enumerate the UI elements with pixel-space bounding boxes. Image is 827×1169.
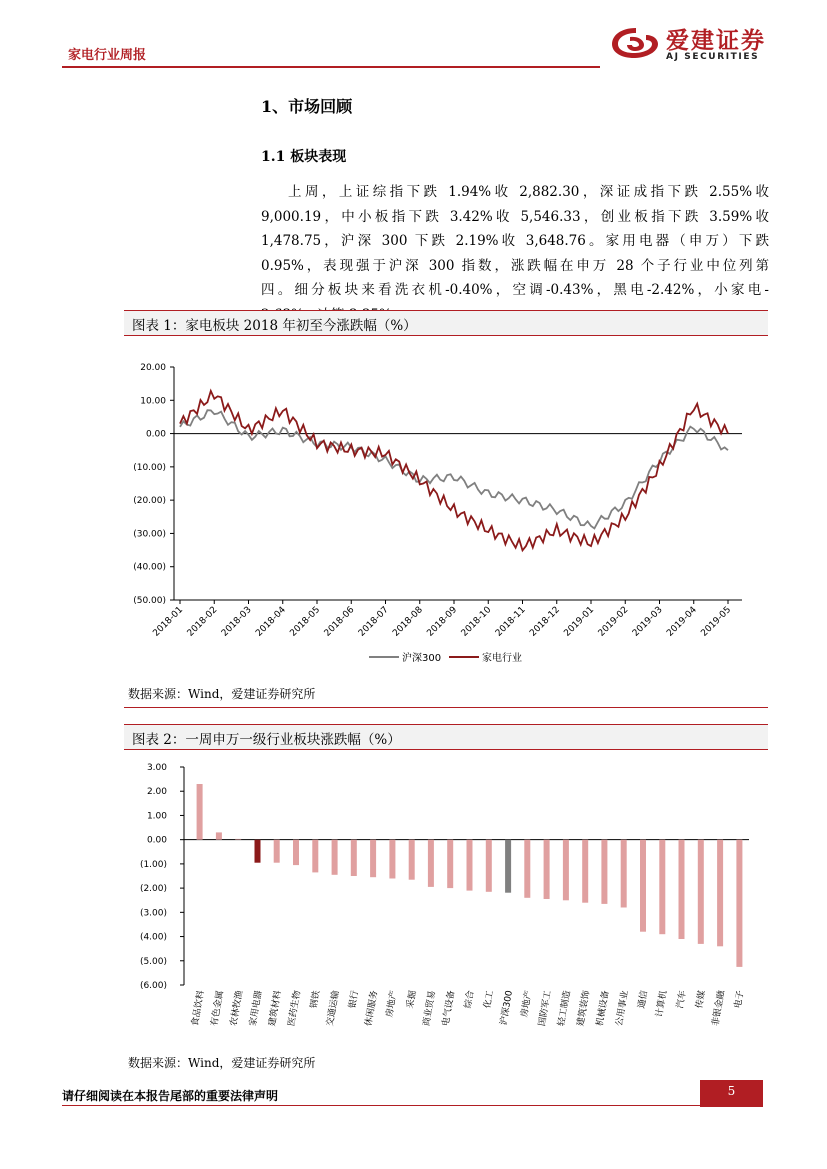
y-tick-label: (20.00) xyxy=(133,496,166,507)
y-tick-label: (4.00) xyxy=(139,932,167,943)
paragraph-line: 1,478.75，沪深 300 下跌 2.19%收 3,648.76。家用电器（申万）下跌 xyxy=(261,233,769,249)
figure2-title-band xyxy=(124,724,768,750)
figure2-source: 数据来源：Wind，爱建证券研究所 xyxy=(128,1056,316,1070)
logo-english: AJ SECURITIES xyxy=(666,52,760,62)
x-tick-label: 钢铁 xyxy=(309,989,323,1010)
x-tick-label: 国防军工 xyxy=(537,989,554,1027)
figure1-source-divider xyxy=(124,707,768,708)
y-tick-label: 10.00 xyxy=(140,396,166,407)
y-tick-label: 20.00 xyxy=(140,363,166,373)
y-tick-label: (1.00) xyxy=(139,859,167,870)
x-tick-label: 建筑装饰 xyxy=(576,989,593,1027)
y-tick-label: (2.00) xyxy=(139,884,167,895)
bar-商业贸易 xyxy=(428,840,434,887)
report-type-title: 家电行业周报 xyxy=(68,48,147,63)
logo-chinese: 爱建证券 xyxy=(666,28,766,54)
aj-logo-icon xyxy=(608,22,664,64)
x-tick-label: 医药生物 xyxy=(286,989,303,1027)
bar-计算机 xyxy=(659,840,665,935)
x-tick-label: 汽车 xyxy=(675,989,689,1010)
bar-公用事业 xyxy=(621,840,627,908)
bar-采掘 xyxy=(409,840,415,880)
series-line-appliance xyxy=(180,391,728,551)
bar-银行 xyxy=(351,840,357,876)
y-tick-label: (50.00) xyxy=(133,596,166,606)
market-review-paragraph xyxy=(261,180,769,327)
bar-化工 xyxy=(486,840,492,892)
x-tick-label: 机械设备 xyxy=(595,989,612,1027)
x-tick-label: 2018-11 xyxy=(493,605,528,639)
x-tick-label: 传媒 xyxy=(694,989,708,1010)
x-tick-label: 2018-06 xyxy=(322,605,357,639)
bar-综合 xyxy=(467,840,473,891)
bar-房地产 xyxy=(524,840,530,898)
bar-交通运输 xyxy=(332,840,338,875)
bar-有色金属 xyxy=(216,832,222,839)
x-tick-label: 休闲服务 xyxy=(363,989,381,1027)
x-tick-label: 化工 xyxy=(482,989,496,1010)
x-tick-label: 2018-02 xyxy=(185,605,220,639)
x-tick-label: 交通运输 xyxy=(325,989,342,1027)
bar-休闲服务 xyxy=(370,840,376,878)
x-tick-label: 有色金属 xyxy=(209,989,226,1027)
x-tick-label: 通信 xyxy=(636,989,650,1010)
bar-轻工制造 xyxy=(563,840,569,901)
y-tick-label: (6.00) xyxy=(139,981,167,991)
bar-传媒 xyxy=(698,840,704,944)
y-tick-label: (30.00) xyxy=(133,529,166,540)
x-tick-label: 公用事业 xyxy=(614,989,631,1027)
x-tick-label: 综合 xyxy=(463,989,477,1010)
bar-食品饮料 xyxy=(197,784,203,840)
paragraph-line: 上周，上证综指下跌 1.94%收 2,882.30，深证成指下跌 2.55%收 xyxy=(288,184,769,200)
figure1-title-band xyxy=(124,310,768,336)
bar-汽车 xyxy=(679,840,685,939)
x-tick-label: 采掘 xyxy=(405,989,419,1010)
x-tick-label: 电气设备 xyxy=(441,989,458,1027)
x-tick-label: 食品饮料 xyxy=(190,989,207,1027)
x-tick-label: 2019-05 xyxy=(699,605,734,639)
x-tick-label: 2019-01 xyxy=(562,605,597,639)
x-tick-label: 沪深300 xyxy=(499,989,516,1027)
bar-通信 xyxy=(640,840,646,932)
x-tick-label: 建筑材料 xyxy=(267,989,284,1027)
x-tick-label: 农林牧渔 xyxy=(229,989,246,1027)
section-title: 1、市场回顾 xyxy=(261,97,353,116)
x-tick-label: 2018-03 xyxy=(219,605,254,639)
x-tick-label: 2018-01 xyxy=(151,605,186,639)
x-tick-label: 2018-07 xyxy=(356,605,391,639)
x-tick-label: 电子 xyxy=(733,989,747,1010)
x-tick-label: 轻工制造 xyxy=(556,989,573,1027)
y-tick-label: (40.00) xyxy=(133,562,166,573)
x-tick-label: 2018-04 xyxy=(254,605,288,639)
x-tick-label: 房地产 xyxy=(384,989,400,1019)
y-tick-label: 3.00 xyxy=(146,763,167,773)
bar-建筑材料 xyxy=(274,840,280,863)
bar-医药生物 xyxy=(293,840,299,865)
legend-label: 家电行业 xyxy=(482,653,522,664)
y-tick-label: 0.00 xyxy=(145,429,166,440)
bar-农林牧渔 xyxy=(235,839,241,840)
bar-家用电器 xyxy=(255,840,261,863)
page-number: 5 xyxy=(700,1080,763,1107)
x-tick-label: 2018-10 xyxy=(459,605,494,639)
y-tick-label: 1.00 xyxy=(146,811,167,822)
x-tick-label: 商业贸易 xyxy=(421,989,438,1027)
bar-电气设备 xyxy=(447,840,453,888)
y-tick-label: 2.00 xyxy=(146,787,167,798)
header-divider xyxy=(62,66,600,68)
legal-disclaimer: 请仔细阅读在本报告尾部的重要法律声明 xyxy=(62,1089,279,1103)
x-tick-label: 2018-12 xyxy=(528,605,562,639)
x-tick-label: 2019-04 xyxy=(665,605,699,639)
y-tick-label: (10.00) xyxy=(133,462,166,473)
paragraph-line: 0.95%，表现强于沪深 300 指数，涨跌幅在申万 28 个子行业中位列第 xyxy=(261,257,769,274)
bar-钢铁 xyxy=(312,840,318,873)
figure1-line-chart xyxy=(124,345,768,675)
bar-机械设备 xyxy=(601,840,607,904)
y-tick-label: 0.00 xyxy=(146,835,167,846)
x-tick-label: 房地产 xyxy=(519,989,535,1019)
x-tick-label: 2018-05 xyxy=(288,605,323,639)
paragraph-line: 9,000.19，中小板指下跌 3.42%收 5,546.33，创业板指下跌 3.59%收 xyxy=(261,208,769,225)
y-tick-label: (5.00) xyxy=(139,956,167,967)
figure2-title: 图表 2：一周申万一级行业板块涨跌幅（%） xyxy=(132,732,401,748)
y-tick-label: (3.00) xyxy=(139,908,167,919)
figure1-source: 数据来源：Wind，爱建证券研究所 xyxy=(128,687,316,701)
bar-房地产 xyxy=(389,840,395,879)
x-tick-label: 非银金融 xyxy=(710,989,728,1027)
bar-非银金融 xyxy=(717,840,723,947)
bar-电子 xyxy=(736,840,742,967)
x-tick-label: 计算机 xyxy=(654,989,670,1019)
x-tick-label: 家用电器 xyxy=(248,989,265,1027)
figure2-bar-chart xyxy=(124,757,768,1042)
footer-divider xyxy=(62,1105,700,1106)
x-tick-label: 2018-08 xyxy=(391,605,425,639)
x-tick-label: 银行 xyxy=(347,989,361,1010)
x-tick-label: 2018-09 xyxy=(425,605,460,639)
figure1-title: 图表 1：家电板块 2018 年初至今涨跌幅（%） xyxy=(132,318,417,334)
x-tick-label: 2019-03 xyxy=(630,605,665,639)
paragraph-line: 四。细分板块来看洗衣机-0.40%，空调-0.43%，黑电-2.42%，小家电- xyxy=(261,282,769,298)
legend-label: 沪深300 xyxy=(402,653,442,664)
bar-建筑装饰 xyxy=(582,840,588,903)
x-tick-label: 2019-02 xyxy=(596,605,631,639)
bar-国防军工 xyxy=(544,840,550,899)
subsection-title: 1.1 板块表现 xyxy=(261,149,347,165)
bar-沪深300 xyxy=(505,840,511,893)
